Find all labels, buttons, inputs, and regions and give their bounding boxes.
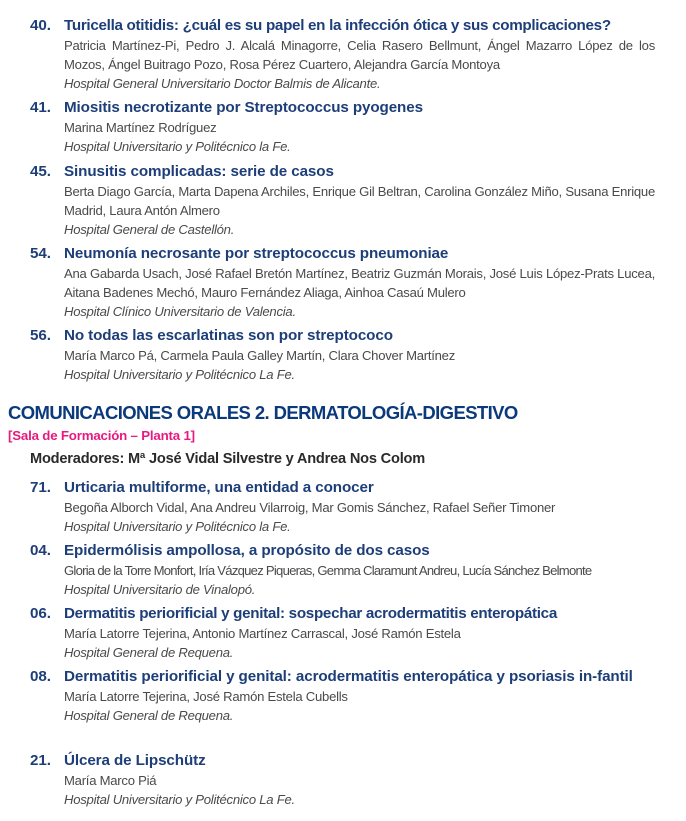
abstract-item-04 <box>30 541 655 599</box>
abstract-item-06 <box>30 604 655 662</box>
abstract-body <box>64 561 655 599</box>
abstract-number: 06. <box>30 605 51 622</box>
abstract-title: No todas las escarlatinas son por streptococo <box>64 327 393 344</box>
section-room-label: [Sala de Formación – Planta 1] <box>8 428 195 443</box>
abstract-number: 56. <box>30 327 51 344</box>
section-heading: COMUNICACIONES ORALES 2. DERMATOLOGÍA-DIGESTIVO <box>8 402 518 423</box>
abstract-number: 08. <box>30 668 51 685</box>
abstract-item-56 <box>30 326 655 384</box>
abstract-authors: Ana Gabarda Usach, José Rafael Bretón Martínez, Beatriz Guzmán Morais, José Luis López-Prats Lucea, Aitana Badenes Mechó, Mauro Fernández Aliaga, Ainhoa Casaú Mulero <box>64 266 655 300</box>
abstract-title: Sinusitis complicadas: serie de casos <box>64 163 334 180</box>
abstract-authors: María Marco Piá <box>64 773 157 788</box>
abstract-institution: Hospital General de Requena. <box>64 645 234 660</box>
abstract-institution: Hospital Clínico Universitario de Valencia. <box>64 304 296 319</box>
abstract-item-41 <box>30 98 655 156</box>
abstract-title: Epidermólisis ampollosa, a propósito de dos casos <box>64 542 430 559</box>
abstract-title: Dermatitis periorificial y genital: acrodermatitis enteropática y psoriasis in-fantil <box>64 668 633 685</box>
abstract-institution: Hospital Universitario y Politécnico la Fe. <box>64 519 291 534</box>
abstract-institution: Hospital Universitario y Politécnico La Fe. <box>64 367 295 382</box>
abstract-title-row <box>30 162 655 182</box>
abstract-body <box>64 687 655 725</box>
abstract-item-45 <box>30 162 655 239</box>
abstract-authors: María Marco Pá, Carmela Paula Galley Martín, Clara Chover Martínez <box>64 348 456 363</box>
abstract-body <box>64 36 655 93</box>
abstract-number: 40. <box>30 17 51 34</box>
abstract-body <box>64 118 655 156</box>
abstract-institution: Hospital General Universitario Doctor Balmis de Alicante. <box>64 76 381 91</box>
abstract-body <box>64 346 655 384</box>
abstract-institution: Hospital Universitario y Politécnico la Fe. <box>64 139 291 154</box>
abstract-body <box>64 498 655 536</box>
abstract-title-row <box>30 604 655 624</box>
abstract-institution: Hospital General de Requena. <box>64 708 234 723</box>
abstract-title: Turicella otitidis: ¿cuál es su papel en la infección ótica y sus complicaciones? <box>64 17 611 34</box>
abstract-item-40 <box>30 16 655 93</box>
abstract-number: 41. <box>30 99 51 116</box>
abstract-title-row <box>30 541 655 561</box>
abstract-institution: Hospital Universitario de Vinalopó. <box>64 582 256 597</box>
abstract-authors: María Latorre Tejerina, Antonio Martínez Carrascal, José Ramón Estela <box>64 626 461 641</box>
abstract-number: 04. <box>30 542 51 559</box>
abstract-title-row <box>30 667 655 687</box>
abstract-authors: Marina Martínez Rodríguez <box>64 120 217 135</box>
abstract-title: Úlcera de Lipschütz <box>64 752 206 769</box>
abstract-body <box>64 771 655 809</box>
section-moderators: Moderadores: Mª José Vidal Silvestre y Andrea Nos Colom <box>30 451 426 467</box>
abstract-title-row <box>30 478 655 498</box>
abstract-title: Dermatitis periorificial y genital: sospechar acrodermatitis enteropática <box>64 605 557 622</box>
abstract-item-54 <box>30 244 655 321</box>
abstract-institution: Hospital General de Castellón. <box>64 222 235 237</box>
abstract-authors: Begoña Alborch Vidal, Ana Andreu Vilarroig, Mar Gomis Sánchez, Rafael Señer Timoner <box>64 500 556 515</box>
abstract-body <box>64 624 655 662</box>
abstract-authors: Gloria de la Torre Monfort, Iría Vázquez Piqueras, Gemma Claramunt Andreu, Lucía Sánchez Belmonte <box>64 563 592 578</box>
abstract-title-row <box>30 326 655 346</box>
abstract-item-71 <box>30 478 655 536</box>
abstract-number: 21. <box>30 752 51 769</box>
abstract-title-row <box>30 16 655 36</box>
abstract-body <box>64 264 655 321</box>
abstract-authors: María Latorre Tejerina, José Ramón Estela Cubells <box>64 689 348 704</box>
abstract-number: 45. <box>30 163 51 180</box>
abstract-body <box>64 182 655 239</box>
abstract-number: 54. <box>30 245 51 262</box>
abstract-title: Urticaria multiforme, una entidad a conocer <box>64 479 374 496</box>
abstract-title: Neumonía necrosante por streptococcus pneumoniae <box>64 245 449 262</box>
abstract-authors: Patricia Martínez-Pi, Pedro J. Alcalá Minagorre, Celia Rasero Bellmunt, Ángel Mazarro López de los Mozos, Ángel Buitrago Pozo, Rosa Pérez Cuartero, Alejandra García Montoya <box>64 38 655 72</box>
abstract-number: 71. <box>30 479 51 496</box>
abstract-title-row <box>30 751 655 771</box>
abstract-item-21 <box>30 751 655 809</box>
abstract-item-08 <box>30 667 655 725</box>
abstract-title-row <box>30 98 655 118</box>
abstract-authors: Berta Diago García, Marta Dapena Archiles, Enrique Gil Beltran, Carolina González Miño, Susana Enrique Madrid, Laura Antón Almero <box>64 184 655 218</box>
abstract-title-row <box>30 244 655 264</box>
abstract-institution: Hospital Universitario y Politécnico La Fe. <box>64 792 295 807</box>
abstract-title: Miositis necrotizante por Streptococcus pyogenes <box>64 99 423 116</box>
